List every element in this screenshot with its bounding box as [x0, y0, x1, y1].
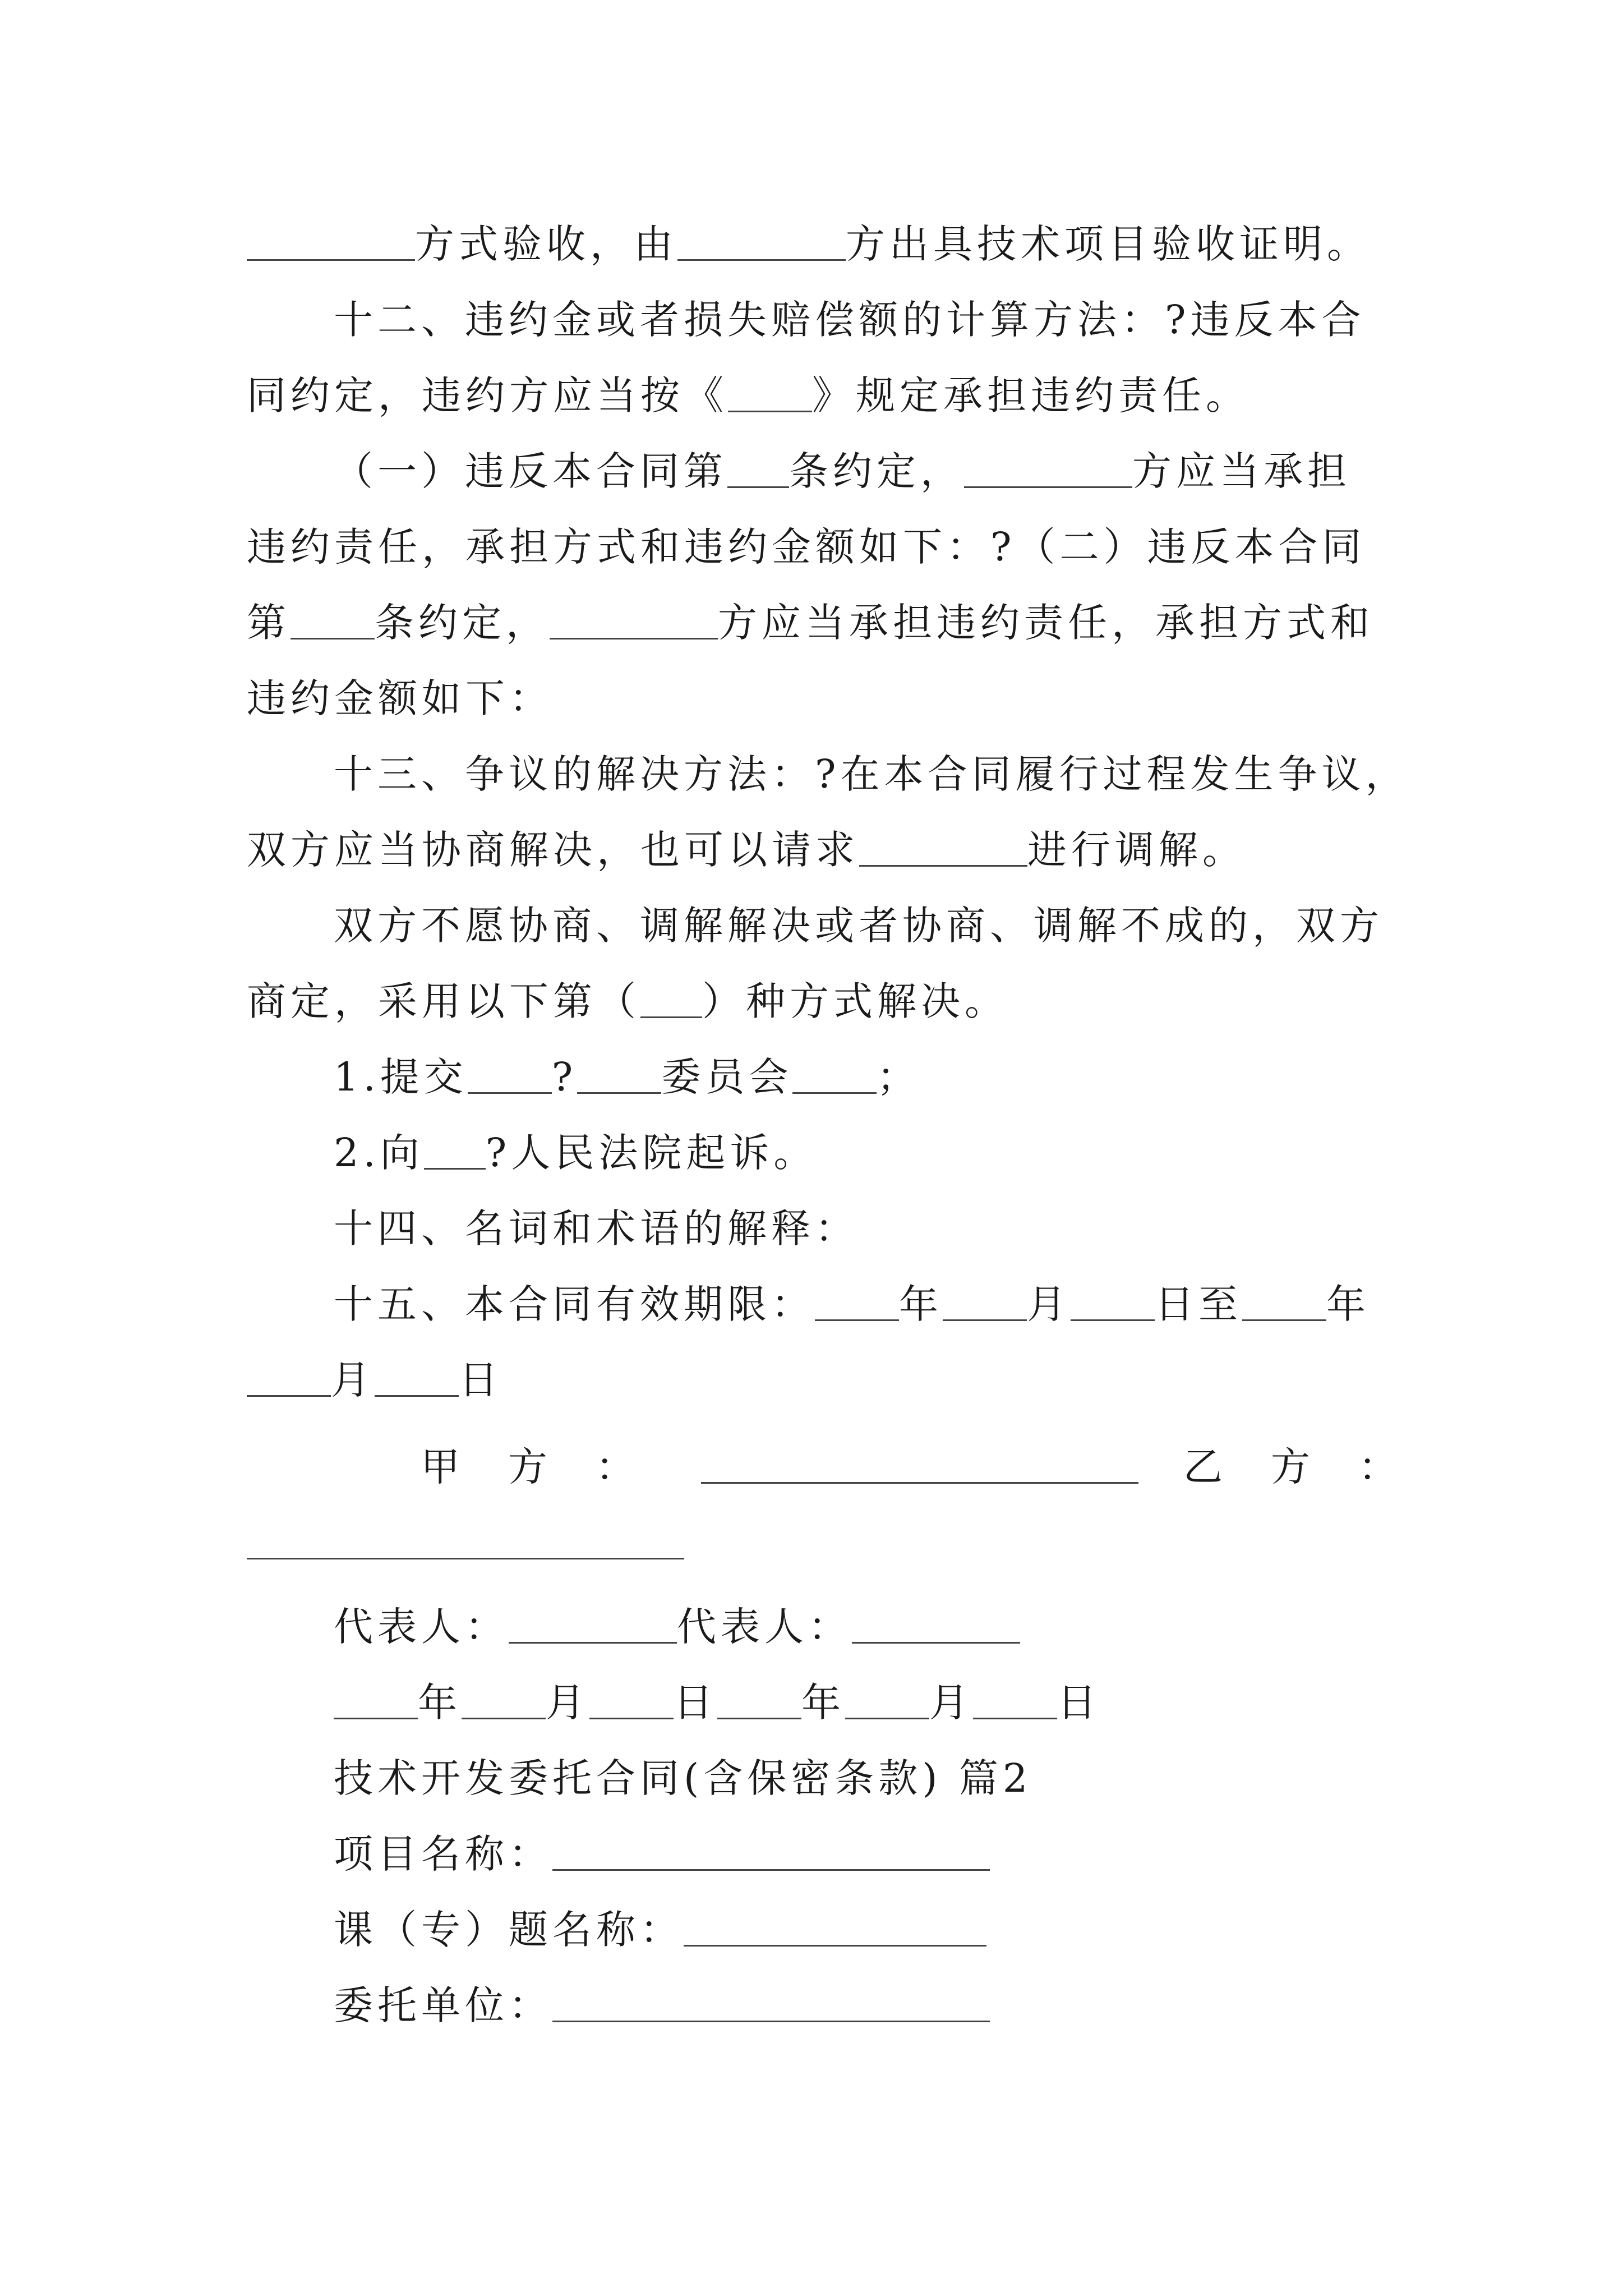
text-line: 违约金额如下：	[247, 675, 553, 721]
fill-blank[interactable]	[973, 1678, 1057, 1719]
fill-blank[interactable]	[589, 1678, 674, 1719]
signature-line	[247, 1515, 1391, 1571]
fill-blank[interactable]	[964, 447, 1132, 488]
fill-blank[interactable]	[859, 826, 1027, 867]
fill-blank[interactable]	[677, 220, 846, 261]
text-line: 代表人： 代表人：	[334, 1599, 1391, 1655]
date-line: 年 月 日 年 月 日	[334, 1674, 1391, 1731]
text-line: 十五、本合同有效期限： 年 月 日至 年	[334, 1281, 1370, 1327]
signature-line: 甲 方 ： 乙 方 ：	[421, 1444, 1402, 1490]
text-line: 第 条约定， 方应当承担违约责任，承担方式和	[247, 600, 1374, 646]
text-line: 双方应当协商解决，也可以请求 进行调解。	[247, 827, 1246, 873]
party-a-blank[interactable]	[701, 1443, 1138, 1484]
fill-blank[interactable]	[815, 1280, 899, 1321]
fill-blank[interactable]	[247, 220, 415, 261]
fill-blank[interactable]	[852, 1603, 1020, 1644]
text-line: 课（专）题名称：	[334, 1902, 1391, 1958]
text-line: 委托单位：	[334, 1977, 1391, 2033]
fill-blank[interactable]	[1071, 1280, 1155, 1321]
text-line: 十二、违约金或者损失赔偿额的计算方法：?违反本合	[334, 297, 1366, 343]
fill-blank[interactable]	[550, 599, 718, 639]
fill-blank[interactable]	[424, 1129, 486, 1170]
text-line: 双方不愿协商、调解解决或者协商、调解不成的，双方	[334, 903, 1384, 949]
fill-blank[interactable]	[577, 1053, 661, 1094]
fill-blank[interactable]	[334, 1678, 418, 1719]
fill-blank[interactable]	[291, 599, 375, 639]
text-line: 1.提交 ? 委员会 ；	[334, 1054, 921, 1100]
fill-blank[interactable]	[792, 1053, 877, 1094]
fill-blank[interactable]	[509, 1603, 677, 1644]
fill-blank[interactable]	[1242, 1280, 1326, 1321]
text-line: 十三、争议的解决方法：?在本合同履行过程发生争议，	[334, 751, 1409, 797]
party-b-blank[interactable]	[247, 1519, 684, 1559]
text-line: （一）违反本合同第 条约定， 方应当承担	[334, 448, 1351, 494]
section-title: 技术开发委托合同(含保密条款) 篇2	[334, 1755, 1032, 1801]
fill-blank[interactable]	[462, 1678, 546, 1719]
fill-blank[interactable]	[247, 1356, 331, 1397]
fill-blank[interactable]	[640, 977, 702, 1018]
fill-blank[interactable]	[717, 1678, 801, 1719]
fill-blank[interactable]	[727, 447, 789, 488]
text-line: 违约责任，承担方式和违约金额如下：?（二）违反本合同	[247, 524, 1366, 570]
client-unit-blank[interactable]	[552, 1981, 990, 2022]
fill-blank[interactable]	[375, 1356, 459, 1397]
text-line: 方式验收，由 方出具技术项目验收证明。	[247, 216, 1391, 272]
text-line: 同约定，违约方应当按《 》规定承担违约责任。	[247, 372, 1249, 418]
text-line: 月 日	[247, 1352, 1391, 1408]
fill-blank[interactable]	[943, 1280, 1027, 1321]
fill-blank[interactable]	[845, 1678, 929, 1719]
text-line: 商定，采用以下第（ ）种方式解决。	[247, 978, 1008, 1024]
project-name-blank[interactable]	[552, 1830, 990, 1871]
text-line: 十四、名词和术语的解释：	[334, 1205, 859, 1251]
fill-blank[interactable]	[468, 1053, 552, 1094]
fill-blank[interactable]	[728, 371, 812, 412]
text-line: 2.向 ?人民法院起诉。	[334, 1130, 818, 1176]
topic-name-blank[interactable]	[684, 1906, 986, 1947]
text-line: 项目名称：	[334, 1826, 1391, 1882]
